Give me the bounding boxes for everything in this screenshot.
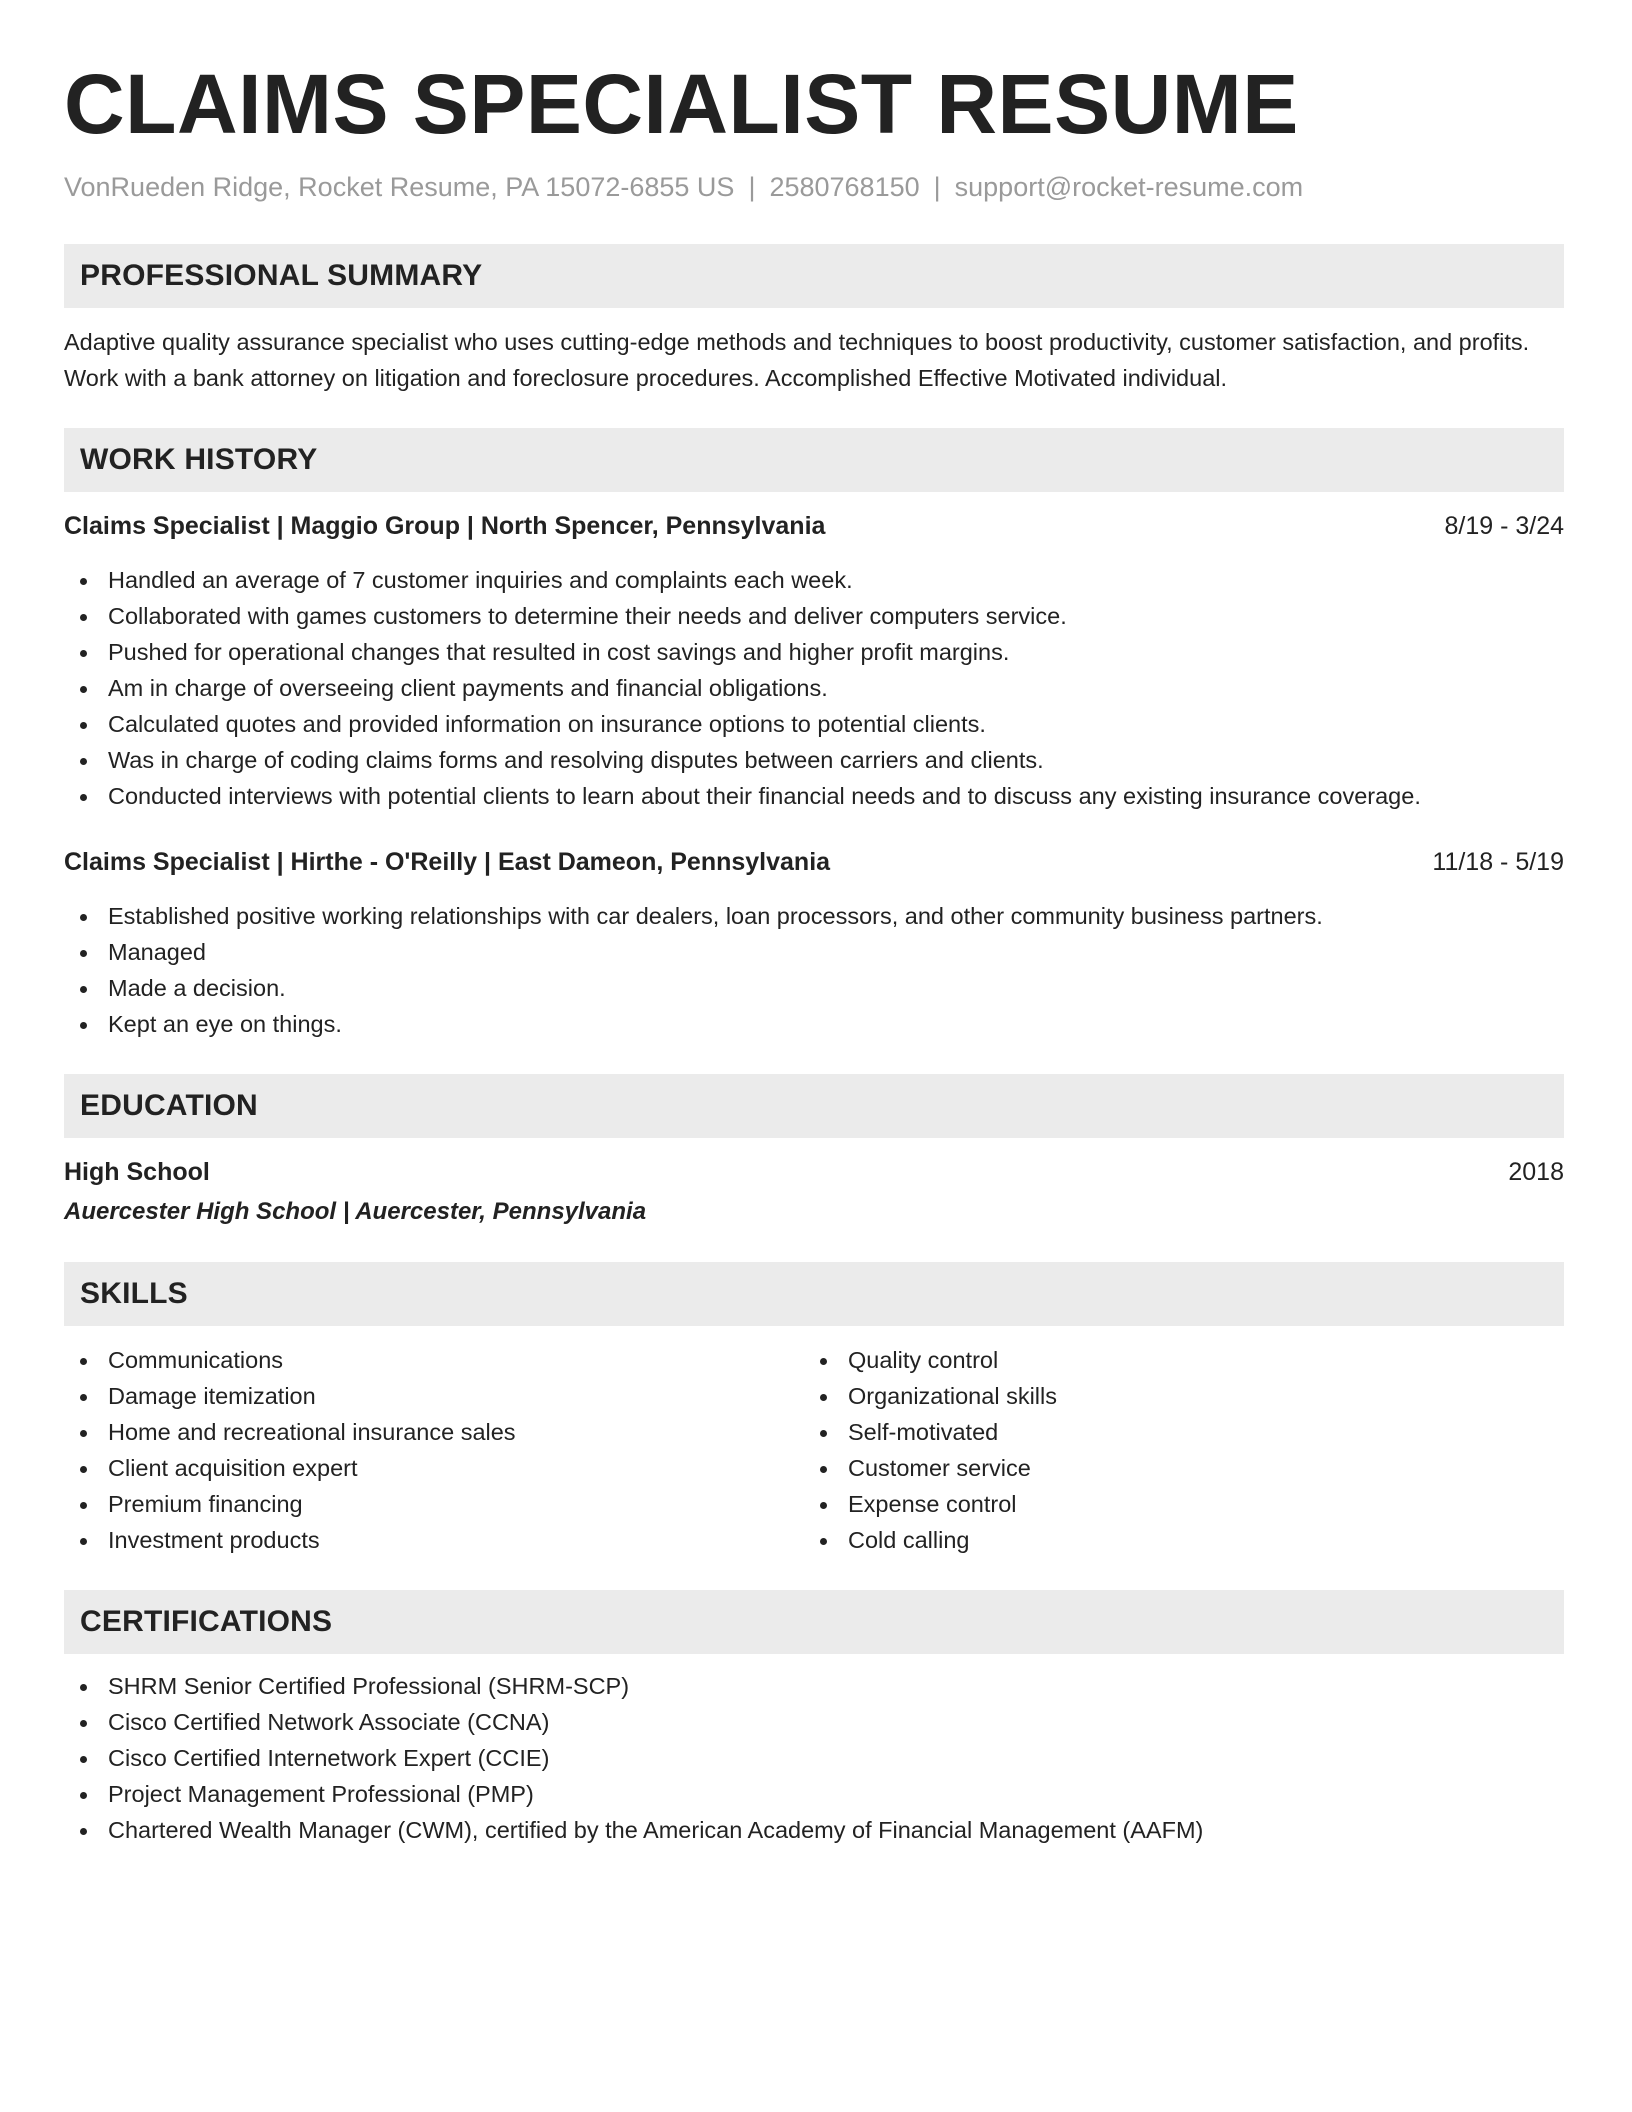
section-heading-certifications: CERTIFICATIONS [64,1590,1564,1654]
contact-separator: | [933,172,941,202]
summary-text: Adaptive quality assurance specialist who uses cutting-edge methods and techniques to boost productivity, customer satisfaction, and profits. Work with a bank attorney on litigation and foreclosure procedures. Accomplished Effective Motivated individual. [64,329,1530,391]
job-bullet: Was in charge of coding claims forms and resolving disputes between carriers and clients. [64,742,1564,778]
skill-item: Organizational skills [804,1378,1544,1414]
section-heading-work-history: WORK HISTORY [64,428,1564,492]
job-entry [64,508,1564,814]
contact-line [64,170,1564,204]
skills-columns [64,1342,1564,1558]
skill-item: Customer service [804,1450,1544,1486]
section-heading-summary: PROFESSIONAL SUMMARY [64,244,1564,308]
certifications-list [64,1668,1564,1848]
skill-item: Cold calling [804,1522,1544,1558]
certification-item: SHRM Senior Certified Professional (SHRM-SCP) [64,1668,1564,1704]
job-bullet: Established positive working relationships with car dealers, loan processors, and other community business partners. [64,898,1564,934]
certification-item: Cisco Certified Network Associate (CCNA) [64,1704,1564,1740]
job-title: Claims Specialist | Hirthe - O'Reilly | East Dameon, Pennsylvania [64,848,831,876]
job-bullets [64,898,1564,1042]
education-year: 2018 [1508,1158,1564,1186]
skill-item: Self-motivated [804,1414,1544,1450]
contact-separator: | [748,172,756,202]
skill-item: Client acquisition expert [64,1450,804,1486]
contact-address: VonRueden Ridge, Rocket Resume, PA 15072-6855 US [64,172,735,202]
job-dates: 8/19 - 3/24 [1444,512,1564,540]
job-header [64,508,1564,544]
job-dates: 11/18 - 5/19 [1432,848,1564,876]
job-bullet: Pushed for operational changes that resulted in cost savings and higher profit margins. [64,634,1564,670]
job-header [64,844,1564,880]
education-header [64,1154,1564,1190]
skill-item: Quality control [804,1342,1544,1378]
job-bullet: Managed [64,934,1564,970]
job-bullet: Conducted interviews with potential clients to learn about their financial needs and to discuss any existing insurance coverage. [64,778,1564,814]
job-bullets [64,562,1564,814]
job-bullet: Handled an average of 7 customer inquiries and complaints each week. [64,562,1564,598]
job-bullet: Made a decision. [64,970,1564,1006]
job-bullet: Calculated quotes and provided information on insurance options to potential clients. [64,706,1564,742]
resume-title: CLAIMS SPECIALIST RESUME [64,57,1299,151]
section-heading-education: EDUCATION [64,1074,1564,1138]
skill-item: Expense control [804,1486,1544,1522]
job-bullet: Kept an eye on things. [64,1006,1564,1042]
certification-item: Cisco Certified Internetwork Expert (CCIE) [64,1740,1564,1776]
job-bullet: Collaborated with games customers to determine their needs and deliver computers service. [64,598,1564,634]
job-bullet: Am in charge of overseeing client payments and financial obligations. [64,670,1564,706]
skills-list-right [804,1342,1544,1558]
certification-item: Project Management Professional (PMP) [64,1776,1564,1812]
section-heading-skills: SKILLS [64,1262,1564,1326]
skill-item: Premium financing [64,1486,804,1522]
skills-list-left [64,1342,804,1558]
education-degree: High School [64,1158,210,1186]
skill-item: Damage itemization [64,1378,804,1414]
skill-item: Home and recreational insurance sales [64,1414,804,1450]
education-school: Auercester High School | Auercester, Pennsylvania [64,1198,647,1225]
contact-email: support@rocket-resume.com [954,172,1304,202]
resume-page [64,56,1564,1848]
job-entry [64,844,1564,1042]
skill-item: Investment products [64,1522,804,1558]
skill-item: Communications [64,1342,804,1378]
job-title: Claims Specialist | Maggio Group | North Spencer, Pennsylvania [64,512,826,540]
certification-item: Chartered Wealth Manager (CWM), certified by the American Academy of Financial Management (AAFM) [64,1812,1564,1848]
contact-phone: 2580768150 [769,172,920,202]
